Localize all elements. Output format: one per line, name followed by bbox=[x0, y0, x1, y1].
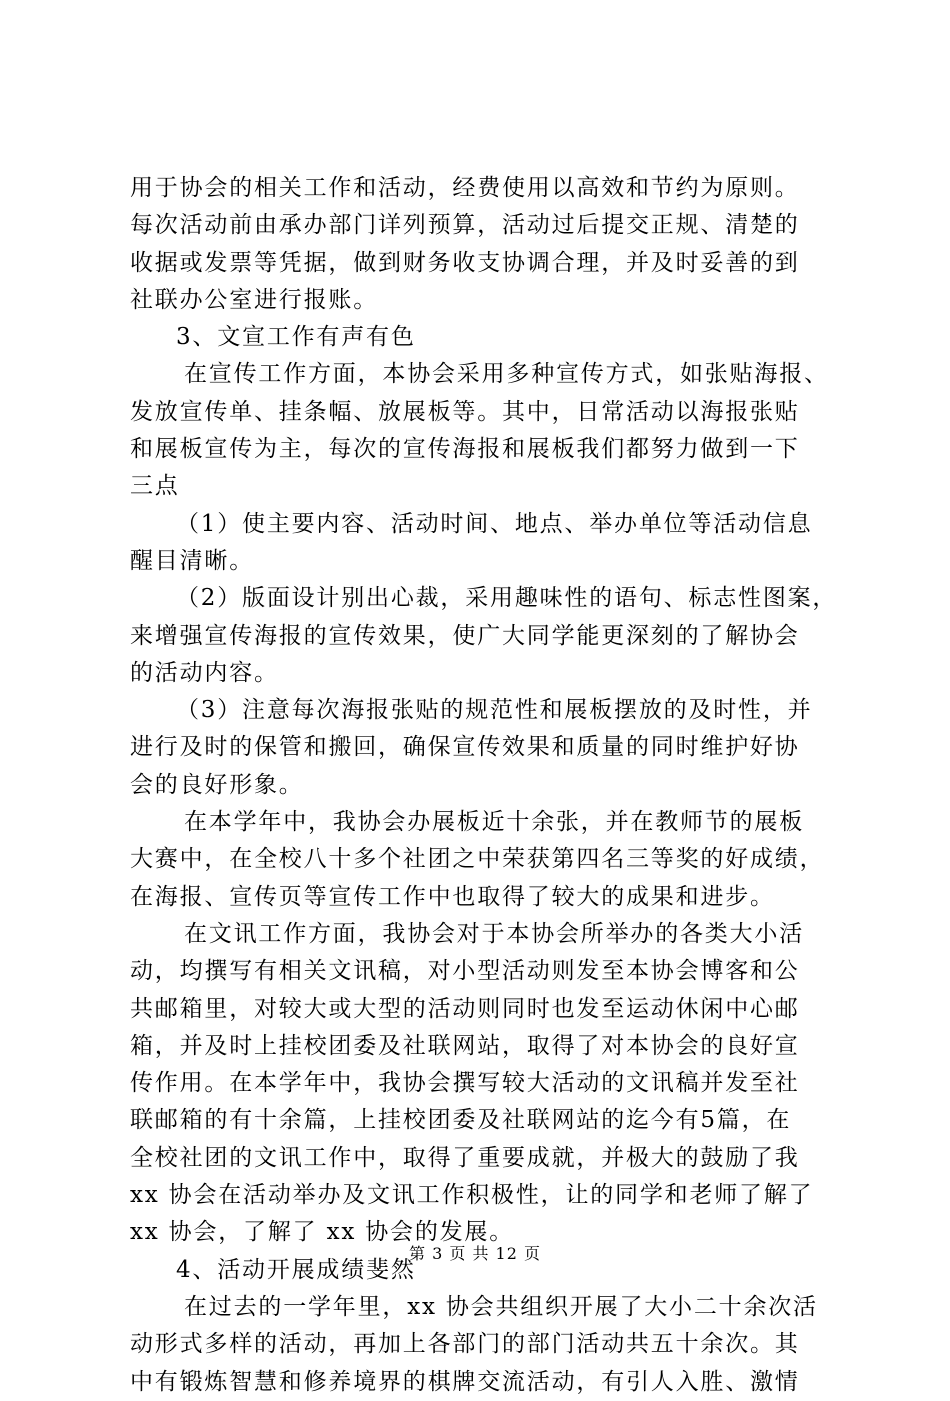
text-line: 用于协会的相关工作和活动，经费使用以高效和节约为原则。 bbox=[130, 175, 800, 201]
page-number-footer: 第 3 页 共 12 页 bbox=[409, 1244, 541, 1263]
text-line: xx 协会，了解了 xx 协会的发展。 bbox=[130, 1219, 515, 1246]
list-item: （1）使主要内容、活动时间、地点、举办单位等活动信息 bbox=[176, 510, 813, 537]
text-line: 在过去的一学年里，xx 协会共组织开展了大小二十余次活 bbox=[184, 1293, 818, 1320]
text-line: 的活动内容。 bbox=[130, 659, 279, 686]
body-text bbox=[130, 170, 838, 1401]
text-line: 收据或发票等凭据，做到财务收支协调合理，并及时妥善的到 bbox=[130, 249, 800, 276]
text-line: 大赛中，在全校八十多个社团之中荣获第四名三等奖的好成绩， bbox=[130, 846, 825, 873]
text-line: 动，均撰写有相关文讯稿，对小型活动则发至本协会博客和公 bbox=[130, 958, 800, 985]
section-heading: 3、文宣工作有声有色 bbox=[176, 324, 416, 351]
text-line: 三点 bbox=[130, 473, 180, 500]
text-line: 会的良好形象。 bbox=[130, 771, 304, 798]
text-line: 动形式多样的活动，再加上各部门的部门活动共五十余次。其 bbox=[130, 1331, 800, 1358]
text-line: 在宣传工作方面，本协会采用多种宣传方式，如张贴海报、 bbox=[184, 361, 829, 388]
text-line: 和展板宣传为主，每次的宣传海报和展板我们都努力做到一下 bbox=[130, 436, 800, 463]
text-line: 进行及时的保管和搬回，确保宣传效果和质量的同时维护好协 bbox=[130, 734, 800, 761]
text-line: 在文讯工作方面，我协会对于本协会所举办的各类大小活 bbox=[184, 920, 804, 947]
list-item: （3）注意每次海报张贴的规范性和展板摆放的及时性，并 bbox=[176, 697, 813, 724]
text-line: 社联办公室进行报账。 bbox=[130, 286, 378, 313]
text-line: 来增强宣传海报的宣传效果，使广大同学能更深刻的了解协会 bbox=[130, 622, 800, 649]
text-line: 中有锻炼智慧和修养境界的棋牌交流活动，有引人入胜、激情 bbox=[130, 1368, 800, 1395]
text-line: 在本学年中，我协会办展板近十余张，并在教师节的展板 bbox=[184, 809, 804, 836]
text-line: 联邮箱的有十余篇，上挂校团委及社联网站的迄今有5篇，在 bbox=[130, 1107, 792, 1134]
text-line: 共邮箱里，对较大或大型的活动则同时也发至运动休闲中心邮 bbox=[130, 995, 800, 1022]
text-line: xx 协会在活动举办及文讯工作积极性，让的同学和老师了解了 bbox=[130, 1182, 814, 1209]
text-line: 每次活动前由承办部门详列预算，活动过后提交正规、清楚的 bbox=[130, 212, 800, 239]
text-line: 发放宣传单、挂条幅、放展板等。其中，日常活动以海报张贴 bbox=[130, 398, 800, 425]
text-line: 箱，并及时上挂校团委及社联网站，取得了对本协会的良好宣 bbox=[130, 1032, 800, 1059]
text-line: 传作用。在本学年中，我协会撰写较大活动的文讯稿并发至社 bbox=[130, 1070, 800, 1097]
section-heading: 4、活动开展成绩斐然 bbox=[176, 1256, 416, 1283]
list-item: （2）版面设计别出心裁，采用趣味性的语句、标志性图案， bbox=[176, 585, 838, 612]
text-line: 全校社团的文讯工作中，取得了重要成就，并极大的鼓励了我 bbox=[130, 1144, 800, 1171]
text-line: 在海报、宣传页等宣传工作中也取得了较大的成果和进步。 bbox=[130, 883, 775, 910]
text-line: 醒目清晰。 bbox=[130, 547, 254, 574]
